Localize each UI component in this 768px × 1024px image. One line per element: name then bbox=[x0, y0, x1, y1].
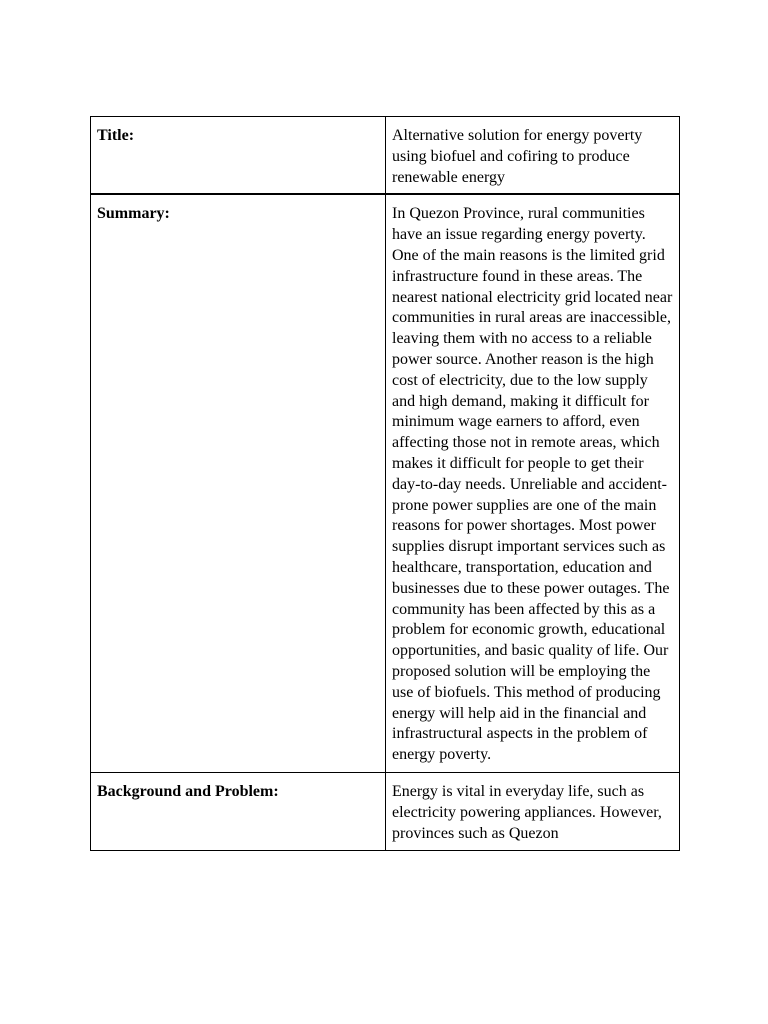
summary-row bbox=[91, 194, 680, 772]
background-value: Energy is vital in everyday life, such as electricity powering appliances. However, provinces such as Quezon bbox=[386, 772, 680, 850]
background-row bbox=[91, 772, 680, 850]
proposal-table bbox=[90, 116, 680, 851]
background-label: Background and Problem: bbox=[91, 772, 386, 850]
title-value: Alternative solution for energy poverty using biofuel and cofiring to produce renewable energy bbox=[386, 117, 680, 195]
title-label: Title: bbox=[91, 117, 386, 195]
title-row bbox=[91, 117, 680, 195]
summary-label: Summary: bbox=[91, 194, 386, 772]
summary-value: In Quezon Province, rural communities have an issue regarding energy poverty. One of the main reasons is the limited grid infrastructure found in these areas. The nearest national electricity grid located near communities in rural areas are inaccessible, leaving them with no access to a reliable power source. Another reason is the high cost of electricity, due to the low supply and high demand, making it difficult for minimum wage earners to afford, even affecting those not in remote areas, which makes it difficult for people to get their day-to-day needs. Unreliable and accident-prone power supplies are one of the main reasons for power shortages. Most power supplies disrupt important services such as healthcare, transportation, education and businesses due to these power outages. The community has been affected by this as a problem for economic growth, educational opportunities, and basic quality of life. Our proposed solution will be employing the use of biofuels. This method of producing energy will help aid in the financial and infrastructural aspects in the problem of energy poverty. bbox=[386, 194, 680, 772]
